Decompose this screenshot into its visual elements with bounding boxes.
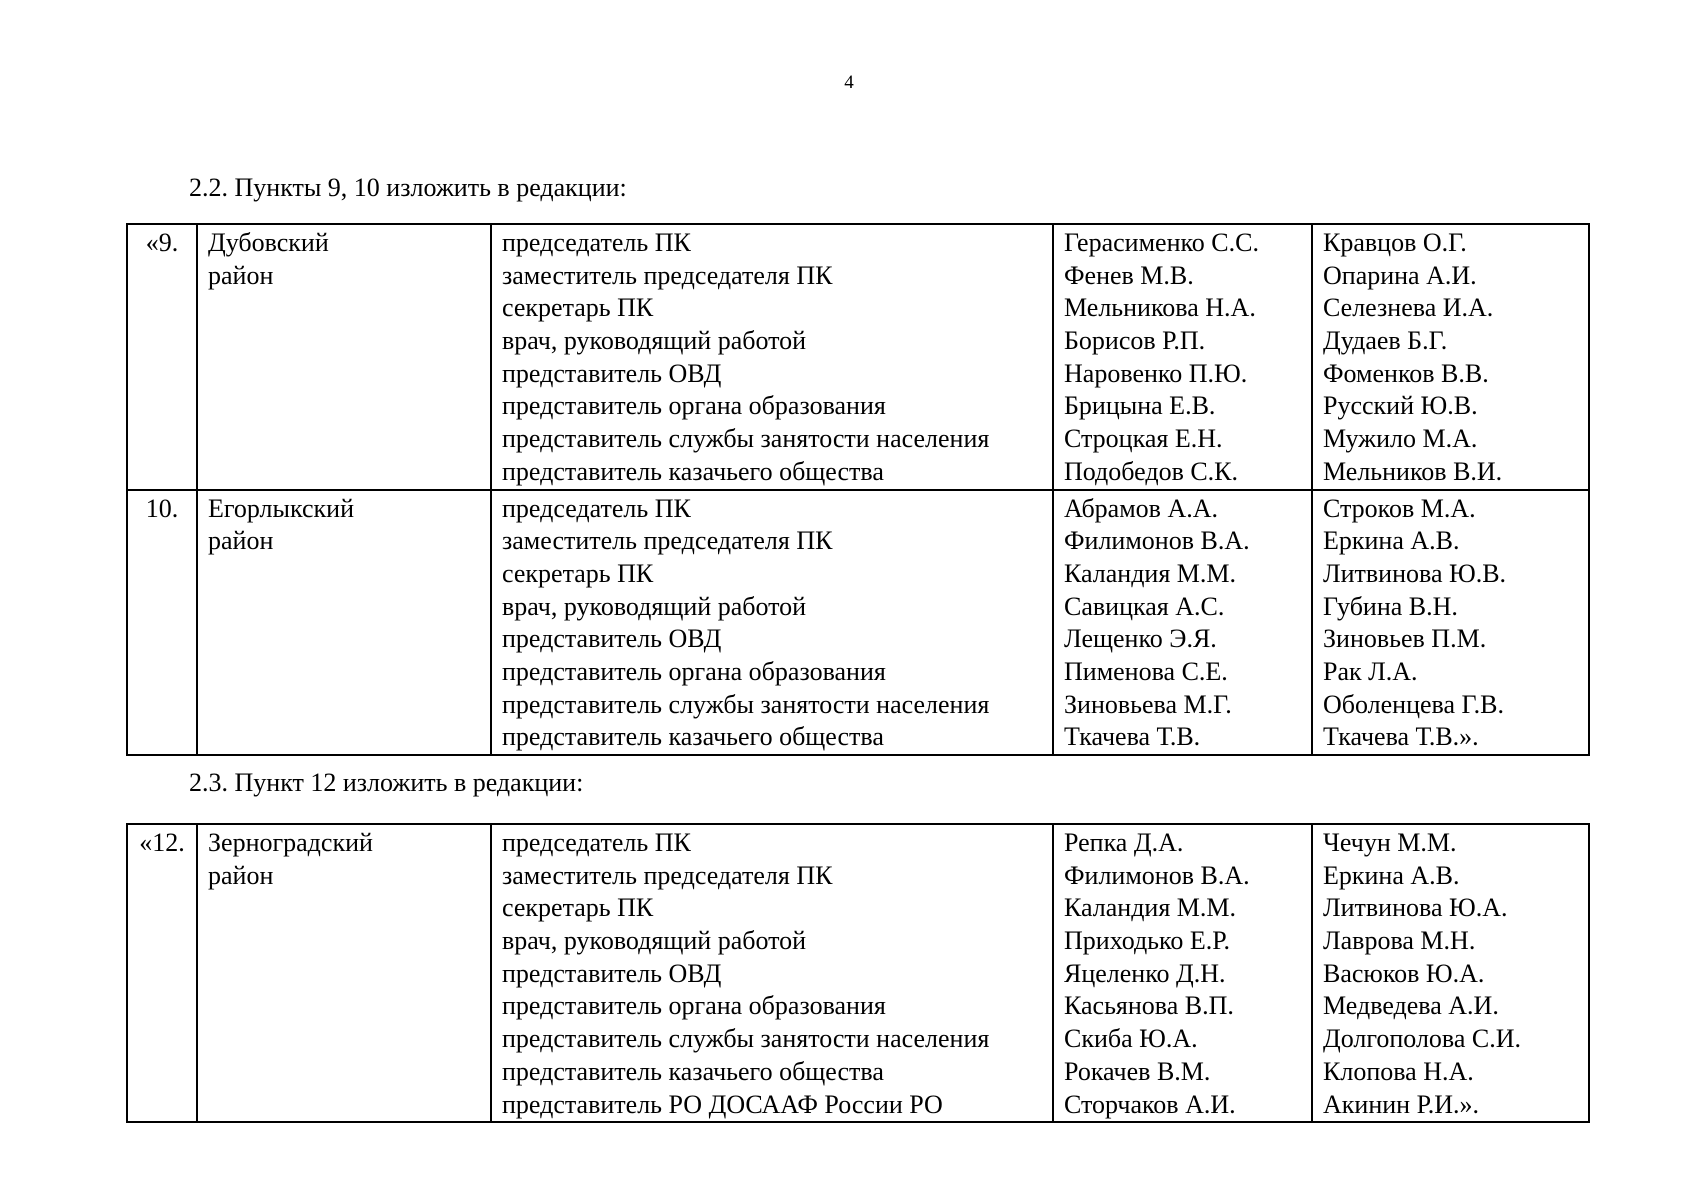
deputy-name: Дудаев Б.Г. [1323, 326, 1448, 356]
member-name: Сторчаков А.И. [1064, 1089, 1236, 1119]
committee-table-2-3 [126, 823, 1590, 1123]
deputy-name: Оболенцева Г.В. [1323, 689, 1504, 719]
section-heading-2-3: 2.3. Пункт 12 изложить в редакции: [189, 768, 584, 797]
committee-role: врач, руководящий работой [502, 926, 807, 956]
member-name: Мельникова Н.А. [1064, 293, 1256, 323]
section-heading-2-2: 2.2. Пункты 9, 10 изложить в редакции: [189, 173, 627, 202]
deputy-name: Кравцов О.Г. [1323, 228, 1467, 257]
row-number: 10. [127, 490, 197, 756]
member-name: Филимонов В.А. [1064, 526, 1250, 556]
committee-row [127, 490, 1589, 756]
roles-cell [491, 824, 1053, 1122]
committee-role: заместитель председателя ПК [502, 526, 833, 556]
committee-role: представитель казачьего общества [502, 456, 884, 486]
roles-cell [491, 224, 1053, 490]
committee-role: представитель казачьего общества [502, 722, 884, 752]
committee-role: врач, руководящий работой [502, 326, 807, 356]
committee-role: заместитель председателя ПК [502, 860, 833, 890]
district-cell [197, 224, 491, 490]
member-name: Герасименко С.С. [1064, 228, 1259, 257]
deputies-cell [1312, 490, 1589, 756]
deputy-name: Еркина А.В. [1323, 526, 1460, 556]
committee-row [127, 224, 1589, 490]
deputy-name: Чечун М.М. [1323, 828, 1457, 857]
district-cell [197, 824, 491, 1122]
district-name: Егорлыкский [208, 493, 354, 523]
member-name: Пименова С.Е. [1064, 656, 1228, 686]
member-name: Подобедов С.К. [1064, 456, 1239, 486]
committee-role: врач, руководящий работой [502, 591, 807, 621]
member-name: Борисов Р.П. [1064, 326, 1206, 356]
committee-role: представитель ОВД [502, 358, 722, 388]
member-name: Савицкая А.С. [1064, 591, 1225, 621]
district-name: Дубовский [208, 228, 329, 257]
committee-role: секретарь ПК [502, 293, 654, 323]
district-name: Зерноградский [208, 828, 373, 857]
committee-role: председатель ПК [502, 228, 691, 257]
row-number: «12. [127, 824, 197, 1122]
member-name: Скиба Ю.А. [1064, 1024, 1198, 1054]
deputy-name: Губина В.Н. [1323, 591, 1458, 621]
committee-role: представитель службы занятости населения [502, 689, 990, 719]
member-name: Рокачев В.М. [1064, 1056, 1211, 1086]
member-name: Абрамов А.А. [1064, 493, 1219, 523]
deputy-name: Русский Ю.В. [1323, 391, 1478, 421]
deputy-name: Еркина А.В. [1323, 860, 1460, 890]
committee-role: представитель ОВД [502, 624, 722, 654]
member-name: Строцкая Е.Н. [1064, 424, 1223, 454]
deputy-name: Мужило М.А. [1323, 424, 1478, 454]
member-name: Ткачева Т.В. [1064, 722, 1201, 752]
committee-role: представитель службы занятости населения [502, 424, 990, 454]
committee-role: представитель казачьего общества [502, 1056, 884, 1086]
deputy-name: Литвинова Ю.А. [1323, 893, 1508, 923]
committee-role: представитель органа образования [502, 391, 886, 421]
committee-role: представитель РО ДОСААФ России РО [502, 1089, 943, 1119]
member-name: Репка Д.А. [1064, 828, 1184, 857]
committee-row [127, 824, 1589, 1122]
deputy-name: Мельников В.И. [1323, 456, 1503, 486]
deputies-cell [1312, 224, 1589, 490]
row-number: «9. [127, 224, 197, 490]
district-name: район [208, 526, 274, 556]
member-name: Лещенко Э.Я. [1064, 624, 1217, 654]
district-name: район [208, 260, 274, 290]
deputy-name: Клопова Н.А. [1323, 1056, 1474, 1086]
member-name: Филимонов В.А. [1064, 860, 1250, 890]
deputy-name: Фоменков В.В. [1323, 358, 1489, 388]
deputy-name: Строков М.А. [1323, 493, 1476, 523]
district-name: район [208, 860, 274, 890]
member-name: Касьянова В.П. [1064, 991, 1234, 1021]
deputy-name: Акинин Р.И.». [1323, 1089, 1480, 1119]
member-name: Яцеленко Д.Н. [1064, 958, 1226, 988]
member-name: Каландия М.М. [1064, 893, 1237, 923]
committee-role: представитель службы занятости населения [502, 1024, 990, 1054]
members-cell [1053, 224, 1312, 490]
deputy-name: Долгополова С.И. [1323, 1024, 1522, 1054]
deputies-cell [1312, 824, 1589, 1122]
deputy-name: Васюков Ю.А. [1323, 958, 1485, 988]
members-cell [1053, 824, 1312, 1122]
committee-role: представитель ОВД [502, 958, 722, 988]
deputy-name: Зиновьев П.М. [1323, 624, 1487, 654]
member-name: Брицына Е.В. [1064, 391, 1216, 421]
member-name: Каландия М.М. [1064, 558, 1237, 588]
deputy-name: Рак Л.А. [1323, 656, 1418, 686]
committee-role: секретарь ПК [502, 893, 654, 923]
deputy-name: Селезнева И.А. [1323, 293, 1494, 323]
committee-role: представитель органа образования [502, 656, 886, 686]
committee-role: председатель ПК [502, 493, 691, 523]
district-cell [197, 490, 491, 756]
committee-role: заместитель председателя ПК [502, 260, 833, 290]
committee-role: председатель ПК [502, 828, 691, 857]
member-name: Фенев М.В. [1064, 260, 1194, 290]
deputy-name: Опарина А.И. [1323, 260, 1477, 290]
committee-role: секретарь ПК [502, 558, 654, 588]
member-name: Зиновьева М.Г. [1064, 689, 1232, 719]
committee-role: представитель органа образования [502, 991, 886, 1021]
page-number: 4 [844, 72, 854, 93]
deputy-name: Литвинова Ю.В. [1323, 558, 1507, 588]
committee-table-2-2 [126, 223, 1590, 756]
deputy-name: Лаврова М.Н. [1323, 926, 1476, 956]
roles-cell [491, 490, 1053, 756]
deputy-name: Ткачева Т.В.». [1323, 722, 1479, 752]
members-cell [1053, 490, 1312, 756]
deputy-name: Медведева А.И. [1323, 991, 1499, 1021]
member-name: Приходько Е.Р. [1064, 926, 1230, 956]
member-name: Наровенко П.Ю. [1064, 358, 1248, 388]
